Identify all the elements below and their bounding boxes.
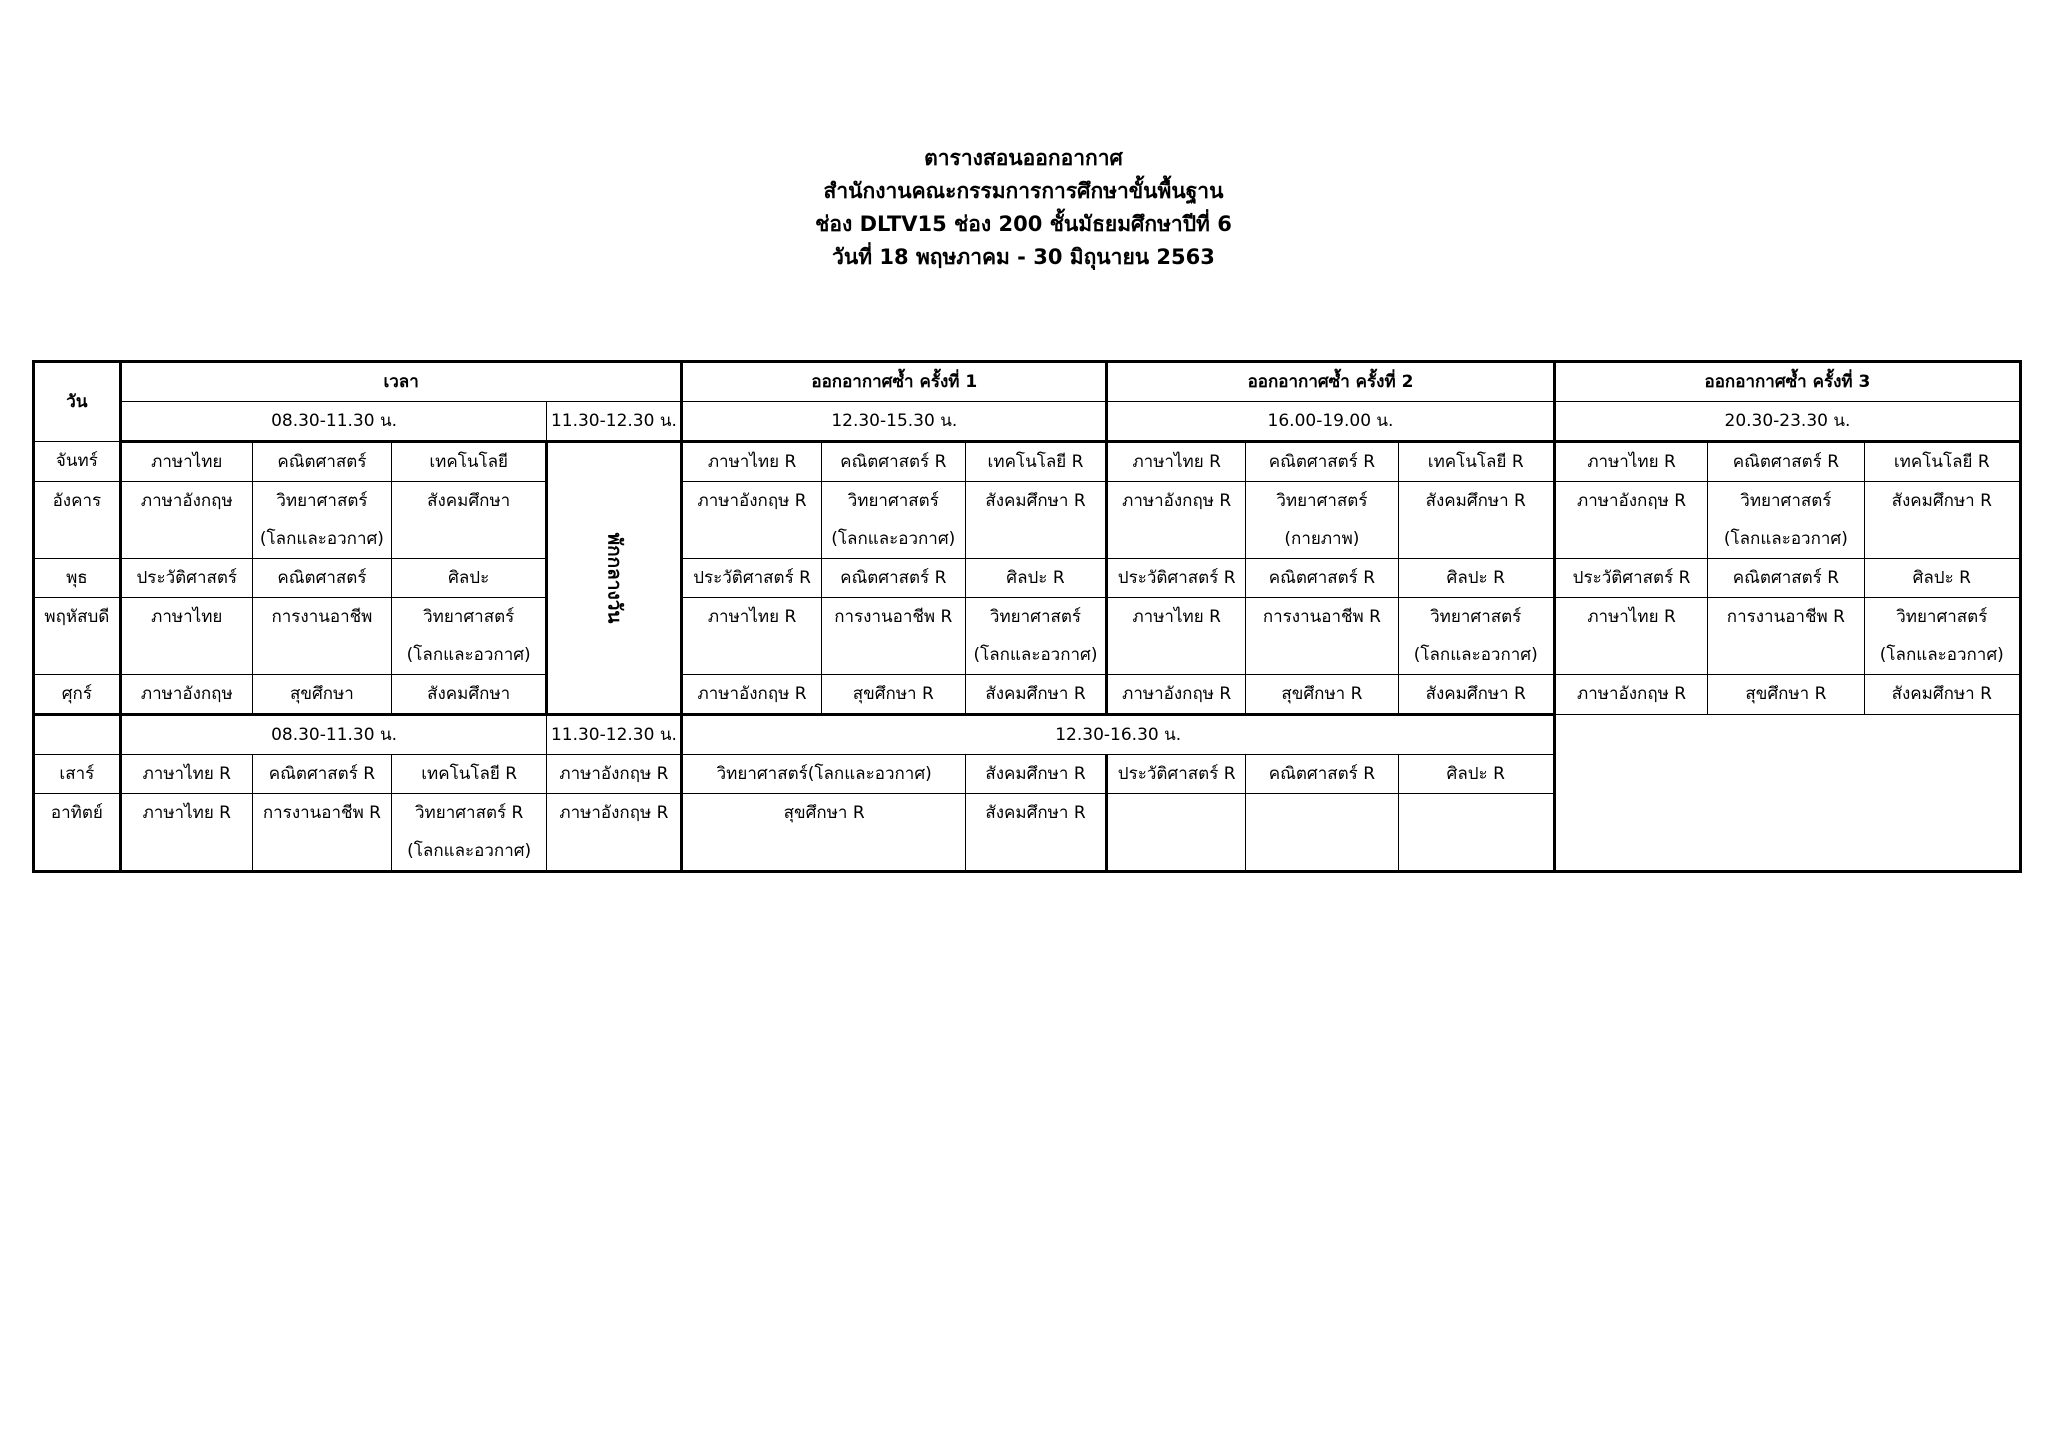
cell-line: ภาษาอังกฤษ R <box>697 491 807 511</box>
cell-line: (โลกและอวกาศ) <box>259 529 384 549</box>
table-cell: ภาษาไทย R <box>120 794 252 872</box>
weekend-time-lunch: 11.30-12.30 น. <box>547 715 682 755</box>
header-rerun-1: ออกอากาศซ้ำ ครั้งที่ 1 <box>682 362 1107 402</box>
cell-line: คณิตศาสตร์ R <box>1268 452 1376 472</box>
table-cell <box>252 675 391 715</box>
cell-line: วิทยาศาสตร์ R <box>414 803 524 823</box>
table-cell <box>682 482 821 559</box>
title-line-4: วันที่ 18 พฤษภาคม - 30 มิถุนายน 2563 <box>832 245 1215 269</box>
cell-line: การงานอาชีพ R <box>1726 607 1845 627</box>
table-cell <box>1708 559 1864 598</box>
table-cell: ภาษาอังกฤษ R <box>547 794 682 872</box>
empty-area <box>1554 755 2020 794</box>
cell-line: ศิลปะ <box>448 568 490 588</box>
table-cell: สังคมศึกษา R <box>965 794 1106 872</box>
table-cell: ประวัติศาสตร์ R <box>1107 755 1246 794</box>
cell-line: วิทยาศาสตร์ <box>989 607 1082 627</box>
header-rerun-3: ออกอากาศซ้ำ ครั้งที่ 3 <box>1554 362 2020 402</box>
table-cell <box>1107 482 1246 559</box>
day-label: พุธ <box>34 559 121 598</box>
table-cell <box>1398 598 1554 675</box>
cell-line: ภาษาไทย R <box>1587 452 1676 472</box>
table-cell <box>252 482 391 559</box>
cell-line: วิทยาศาสตร์ <box>276 491 368 511</box>
table-cell <box>821 598 965 675</box>
table-cell <box>1864 442 2020 482</box>
table-cell: การงานอาชีพ R <box>252 794 391 872</box>
cell-line: ภาษาไทย R <box>1587 607 1676 627</box>
table-cell <box>1107 598 1246 675</box>
table-cell <box>120 598 252 675</box>
cell-line: ภาษาไทย R <box>1132 452 1221 472</box>
table-cell <box>252 442 391 482</box>
day-saturday: เสาร์ <box>34 755 121 794</box>
cell-line: การงานอาชีพ <box>271 607 373 627</box>
table-cell <box>1107 559 1246 598</box>
table-cell <box>1246 598 1398 675</box>
table-cell: สุขศึกษา R <box>682 794 965 872</box>
weekend-time-afternoon: 12.30-16.30 น. <box>682 715 1554 755</box>
cell-line: วิทยาศาสตร์ <box>423 607 515 627</box>
table-cell <box>965 675 1106 715</box>
empty-area <box>1554 715 2020 755</box>
weekend-header-blank <box>34 715 121 755</box>
table-cell <box>1864 482 2020 559</box>
day-sunday: อาทิตย์ <box>34 794 121 872</box>
table-cell <box>252 598 391 675</box>
cell-line: สังคมศึกษา R <box>1425 491 1526 511</box>
table-cell <box>392 794 547 872</box>
cell-line: เทคโนโลยี R <box>1893 452 1990 472</box>
table-cell <box>821 442 965 482</box>
cell-line: ภาษาอังกฤษ R <box>1577 684 1687 704</box>
header-time: เวลา <box>120 362 682 402</box>
cell-line: คณิตศาสตร์ R <box>1732 452 1840 472</box>
table-cell <box>1398 559 1554 598</box>
cell-line: ภาษาไทย R <box>707 607 797 627</box>
table-cell <box>682 559 821 598</box>
cell-line: วิทยาศาสตร์ <box>1896 607 1988 627</box>
cell-line: (โลกและอวกาศ) <box>831 529 956 549</box>
table-cell <box>1398 442 1554 482</box>
cell-line: คณิตศาสตร์ <box>277 568 367 588</box>
table-cell <box>1246 559 1398 598</box>
table-cell: สังคมศึกษา R <box>965 755 1106 794</box>
cell-line: ศิลปะ R <box>1446 568 1505 588</box>
cell-line: วิทยาศาสตร์ <box>847 491 939 511</box>
cell-line: ศิลปะ R <box>1006 568 1065 588</box>
table-cell <box>1398 675 1554 715</box>
table-cell <box>965 598 1106 675</box>
table-cell <box>1107 442 1246 482</box>
title-line-2: สำนักงานคณะกรรมการการศึกษาขั้นพื้นฐาน <box>823 179 1224 203</box>
cell-line: คณิตศาสตร์ R <box>1732 568 1840 588</box>
table-cell <box>1708 442 1864 482</box>
table-cell: เทคโนโลยี R <box>392 755 547 794</box>
table-cell <box>1864 559 2020 598</box>
table-cell: คณิตศาสตร์ R <box>1246 755 1398 794</box>
table-cell <box>1708 675 1864 715</box>
header-rerun-2: ออกอากาศซ้ำ ครั้งที่ 2 <box>1107 362 1555 402</box>
table-cell <box>682 598 821 675</box>
table-cell <box>392 442 547 482</box>
cell-line: สังคมศึกษา <box>427 684 511 704</box>
table-cell <box>120 482 252 559</box>
cell-line: ภาษาไทย R <box>1132 607 1221 627</box>
cell-line: คณิตศาสตร์ <box>277 452 367 472</box>
cell-line: วิทยาศาสตร์ <box>1740 491 1832 511</box>
empty-area <box>1554 794 2020 872</box>
cell-line: ภาษาอังกฤษ R <box>1577 491 1687 511</box>
cell-line: ภาษาอังกฤษ <box>140 684 233 704</box>
cell-line: (โลกและอวกาศ) <box>1723 529 1848 549</box>
table-cell <box>392 675 547 715</box>
table-cell <box>965 442 1106 482</box>
table-cell <box>1246 794 1398 872</box>
table-cell <box>1246 482 1398 559</box>
table-cell <box>392 559 547 598</box>
table-cell <box>1554 675 1707 715</box>
cell-line: ภาษาอังกฤษ <box>140 491 233 511</box>
cell-line: ภาษาไทย <box>151 452 223 472</box>
table-cell <box>965 482 1106 559</box>
lunch-break-label: พักกลางวัน <box>603 532 626 623</box>
cell-line: ศิลปะ R <box>1912 568 1971 588</box>
cell-line: เทคโนโลยี R <box>987 452 1084 472</box>
table-cell <box>1107 675 1246 715</box>
weekend-time-morning: 08.30-11.30 น. <box>120 715 547 755</box>
day-label: อังคาร <box>34 482 121 559</box>
table-cell <box>1554 598 1707 675</box>
cell-line: สังคมศึกษา R <box>1425 684 1526 704</box>
table-cell <box>120 442 252 482</box>
cell-line: สุขศึกษา <box>290 684 354 704</box>
table-cell <box>821 482 965 559</box>
cell-line: สังคมศึกษา R <box>985 491 1086 511</box>
table-cell <box>682 442 821 482</box>
table-cell <box>1246 442 1398 482</box>
header-day: วัน <box>34 362 121 442</box>
cell-line: (โลกและอวกาศ) <box>1879 645 2004 665</box>
cell-line: สุขศึกษา R <box>852 684 934 704</box>
table-cell <box>392 482 547 559</box>
cell-line: ภาษาอังกฤษ R <box>1122 491 1232 511</box>
cell-line: ประวัติศาสตร์ R <box>1117 568 1236 588</box>
day-label: จันทร์ <box>34 442 121 482</box>
table-cell <box>1708 598 1864 675</box>
cell-line: คณิตศาสตร์ R <box>840 568 947 588</box>
header-time-rerun-1: 12.30-15.30 น. <box>682 402 1107 442</box>
cell-line: (โลกและอวกาศ) <box>407 841 532 861</box>
cell-line: คณิตศาสตร์ R <box>840 452 947 472</box>
table-cell: คณิตศาสตร์ R <box>252 755 391 794</box>
document-title-block <box>0 142 2047 274</box>
table-cell <box>1398 794 1554 872</box>
header-time-rerun-3: 20.30-23.30 น. <box>1554 402 2020 442</box>
cell-line: วิทยาศาสตร์ <box>1430 607 1522 627</box>
cell-line: (โลกและอวกาศ) <box>406 645 531 665</box>
broadcast-schedule-table <box>32 360 2022 873</box>
cell-line: สังคมศึกษา <box>427 491 511 511</box>
table-cell <box>1554 482 1707 559</box>
cell-line: (กายภาพ) <box>1284 529 1360 549</box>
table-cell <box>120 559 252 598</box>
cell-line: ภาษาอังกฤษ R <box>697 684 807 704</box>
header-time-lunch: 11.30-12.30 น. <box>547 402 682 442</box>
table-cell: วิทยาศาสตร์(โลกและอวกาศ) <box>682 755 965 794</box>
table-cell <box>1246 675 1398 715</box>
table-cell <box>120 675 252 715</box>
table-cell <box>392 598 547 675</box>
cell-line: สังคมศึกษา R <box>1891 684 1992 704</box>
cell-line: เทคโนโลยี <box>429 452 508 472</box>
table-cell <box>1554 442 1707 482</box>
cell-line: เทคโนโลยี R <box>1427 452 1524 472</box>
cell-line: คณิตศาสตร์ R <box>1268 568 1376 588</box>
table-cell <box>1864 675 2020 715</box>
table-cell <box>821 675 965 715</box>
cell-line: สุขศึกษา R <box>1745 684 1827 704</box>
cell-line: ภาษาอังกฤษ R <box>1122 684 1232 704</box>
table-cell: ศิลปะ R <box>1398 755 1554 794</box>
cell-line: สังคมศึกษา R <box>1891 491 1992 511</box>
cell-line: (โลกและอวกาศ) <box>973 645 1098 665</box>
header-time-rerun-2: 16.00-19.00 น. <box>1107 402 1555 442</box>
title-line-1: ตารางสอนออกอากาศ <box>924 146 1123 170</box>
cell-line: การงานอาชีพ R <box>834 607 953 627</box>
table-cell <box>965 559 1106 598</box>
cell-line: ประวัติศาสตร์ R <box>693 568 811 588</box>
table-cell <box>1398 482 1554 559</box>
day-label: พฤหัสบดี <box>34 598 121 675</box>
cell-line: (โลกและอวกาศ) <box>1413 645 1538 665</box>
cell-line: ประวัติศาสตร์ <box>136 568 238 588</box>
cell-line: การงานอาชีพ R <box>1262 607 1381 627</box>
cell-line: ภาษาไทย R <box>707 452 797 472</box>
cell-line: วิทยาศาสตร์ <box>1276 491 1368 511</box>
table-cell <box>1708 482 1864 559</box>
day-label: ศุกร์ <box>34 675 121 715</box>
cell-line: สุขศึกษา R <box>1281 684 1363 704</box>
table-cell <box>252 559 391 598</box>
table-cell <box>821 559 965 598</box>
lunch-break-cell <box>547 442 682 715</box>
table-cell: ภาษาอังกฤษ R <box>547 755 682 794</box>
table-cell <box>1864 598 2020 675</box>
table-cell <box>1554 559 1707 598</box>
title-line-3: ช่อง DLTV15 ช่อง 200 ชั้นมัธยมศึกษาปีที่ 6 <box>815 212 1232 236</box>
table-cell <box>682 675 821 715</box>
cell-line: สังคมศึกษา R <box>985 684 1086 704</box>
table-cell: ภาษาไทย R <box>120 755 252 794</box>
header-time-morning: 08.30-11.30 น. <box>120 402 547 442</box>
cell-line: ภาษาไทย <box>151 607 223 627</box>
cell-line: ประวัติศาสตร์ R <box>1572 568 1691 588</box>
table-cell <box>1107 794 1246 872</box>
